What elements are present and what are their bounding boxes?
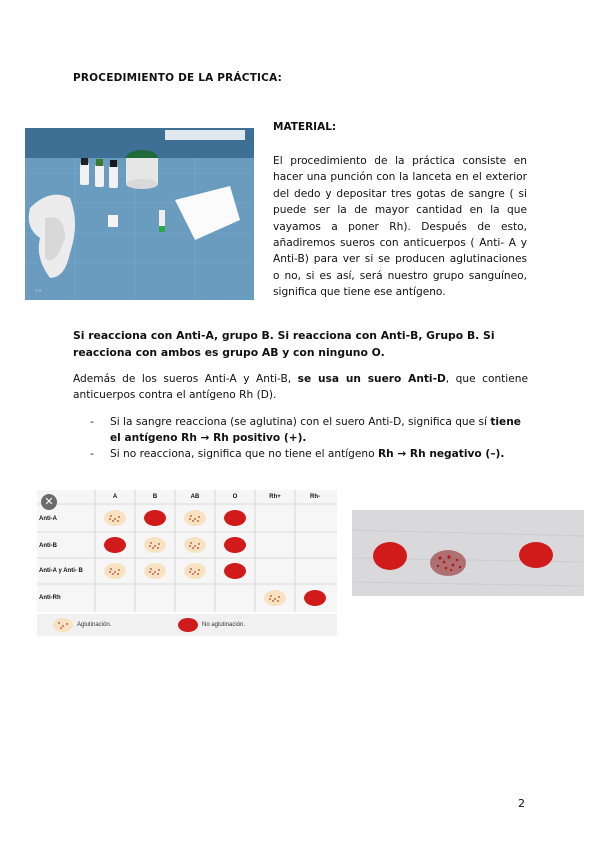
col-header: Rh- xyxy=(310,494,320,500)
legend-no-label: No aglutinación. xyxy=(202,622,246,628)
bullet-dash: - xyxy=(90,448,94,460)
blood-group-table xyxy=(37,490,337,636)
agglutination-mark xyxy=(144,537,166,553)
no-agglutination-mark xyxy=(304,590,326,606)
no-agglutination-mark xyxy=(104,537,126,553)
anti-d-paragraph xyxy=(73,371,528,403)
agglutination-mark xyxy=(104,510,126,526)
col-header: B xyxy=(152,494,158,500)
row-label: Anti-A y Anti- B xyxy=(39,568,83,574)
material-body: El procedimiento de la práctica consiste en hacer una punción con la lanceta en el exterior del dedo y depositar tres gotas de sangre ( si puede ser la de mayor cantidad en la que vayamos a poner Rh). Después de esto, añadiremos sueros con anticuerpos ( Anti- A y Anti-B) para ver si se producen aglutinaciones o no, si es así, será nuestro grupo sanguíneo, significa que tiene ese antígeno. xyxy=(273,155,527,299)
no-agglutination-mark xyxy=(144,510,166,526)
no-agglutination-mark xyxy=(224,510,246,526)
col-header: O xyxy=(232,494,238,500)
agglutination-swatch xyxy=(53,618,73,632)
row-label: Anti-Rh xyxy=(39,595,61,601)
bullet-plain: Si no reacciona, significa que no tiene el antígeno xyxy=(110,448,378,460)
page-heading: PROCEDIMIENTO DE LA PRÁCTICA: xyxy=(73,72,282,84)
col-header: A xyxy=(112,494,118,500)
bullet-text xyxy=(110,414,528,446)
bullet-bold: tiene el antígeno Rh → Rh positivo (+). xyxy=(110,416,521,444)
agglutination-mark xyxy=(264,590,286,606)
para-text-2: , que contiene anticuerpos contra el antígeno Rh (D). xyxy=(73,373,528,401)
page-number: 2 xyxy=(518,797,525,810)
material-title: MATERIAL: xyxy=(273,121,337,133)
agglutination-mark xyxy=(104,563,126,579)
row-label: Anti-A xyxy=(39,516,57,522)
list-item xyxy=(90,414,528,446)
bullet-list xyxy=(90,414,528,462)
agglutination-mark xyxy=(184,537,206,553)
legend-agg-label: Aglutinación. xyxy=(77,622,112,628)
col-header: Rh+ xyxy=(269,494,281,500)
blood-drops-photo xyxy=(352,510,584,596)
para-bold: se usa un suero Anti-D xyxy=(297,373,446,385)
close-icon: ✕ xyxy=(41,494,57,510)
table-cells xyxy=(37,490,337,612)
list-item xyxy=(90,446,528,462)
table-legend xyxy=(37,614,337,636)
agglutination-mark xyxy=(184,563,206,579)
svg-text:⚬⚬: ⚬⚬ xyxy=(35,288,42,293)
row-label: Anti-B xyxy=(39,543,57,549)
agglutination-mark xyxy=(184,510,206,526)
reaction-summary: Si reacciona con Anti-A, grupo B. Si reacciona con Anti-B, Grupo B. Si reacciona con ambos es grupo AB y con ninguno O. xyxy=(73,329,495,359)
bullet-text xyxy=(110,446,528,462)
bullet-dash: - xyxy=(90,416,94,428)
no-agglutination-mark xyxy=(224,537,246,553)
bullet-plain: Si la sangre reacciona (se aglutina) con el suero Anti-D, significa que sí xyxy=(110,416,491,428)
bullet-bold: Rh → Rh negativo (–). xyxy=(377,448,505,460)
col-header: AB xyxy=(190,494,200,500)
no-agglutination-swatch xyxy=(178,618,198,632)
no-agglutination-mark xyxy=(224,563,246,579)
agglutination-mark xyxy=(144,563,166,579)
materials-photo xyxy=(25,128,254,300)
para-text-1: Además de los sueros Anti-A y Anti-B, xyxy=(73,373,298,385)
